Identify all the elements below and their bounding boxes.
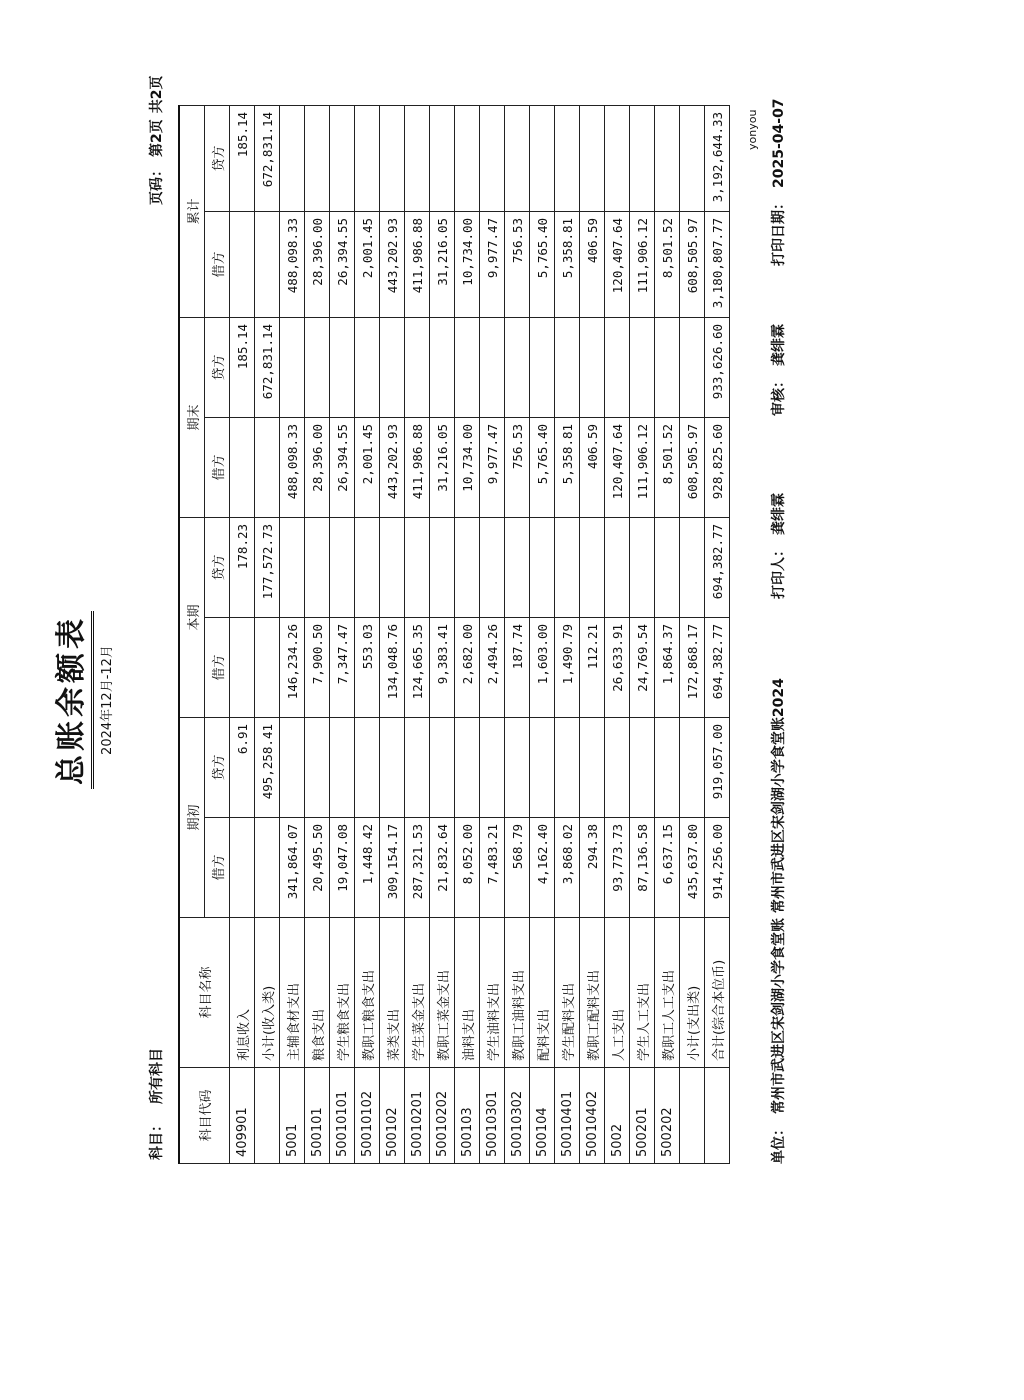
closing-debit-cell: 31,216.05 — [430, 417, 455, 517]
account-code-cell: 500102 — [380, 1068, 405, 1164]
current-debit-cell: 7,347.47 — [330, 617, 355, 717]
table-row — [505, 105, 530, 1163]
cumulative-credit-cell — [430, 105, 455, 211]
opening-debit-cell: 3,868.02 — [555, 818, 580, 918]
current-debit-cell: 7,900.50 — [305, 617, 330, 717]
table-row — [580, 105, 605, 1163]
current-debit-cell: 1,603.00 — [530, 617, 555, 717]
unit-label: 单位： — [771, 1122, 787, 1164]
opening-credit-cell — [680, 717, 705, 817]
current-debit-cell: 2,682.00 — [455, 617, 480, 717]
account-name-cell: 教职工菜金支出 — [430, 918, 455, 1068]
account-code-cell: 50010301 — [480, 1068, 505, 1164]
page-current: 第2页 — [149, 119, 165, 157]
account-name-cell: 学生人工支出 — [630, 918, 655, 1068]
opening-debit-cell: 309,154.17 — [380, 818, 405, 918]
current-debit-cell: 134,048.76 — [380, 617, 405, 717]
table-body — [230, 105, 730, 1163]
table-row — [280, 105, 305, 1163]
cumulative-credit-cell — [630, 105, 655, 211]
current-credit-cell — [455, 517, 480, 617]
cumulative-credit-cell: 672,831.14 — [255, 105, 280, 211]
closing-credit-cell — [530, 317, 555, 417]
opening-credit-cell — [355, 717, 380, 817]
opening-credit-cell: 6.91 — [230, 717, 255, 817]
unit-value: 常州市武进区宋剑湖小学食堂账 常州市武进区宋剑湖小学食堂账2024 — [771, 678, 787, 1114]
opening-debit-cell: 7,483.21 — [480, 818, 505, 918]
account-code-cell: 500103 — [455, 1068, 480, 1164]
opening-debit-cell: 21,832.64 — [430, 818, 455, 918]
current-debit-cell — [255, 617, 280, 717]
current-credit-cell: 177,572.73 — [255, 517, 280, 617]
cumulative-debit-cell — [255, 211, 280, 317]
opening-credit-cell — [430, 717, 455, 817]
opening-credit-cell — [380, 717, 405, 817]
table-row — [405, 105, 430, 1163]
closing-debit-cell: 411,986.88 — [405, 417, 430, 517]
subject-filter — [146, 1048, 166, 1160]
current-credit-cell: 694,382.77 — [705, 517, 730, 617]
opening-debit-cell: 4,162.40 — [530, 818, 555, 918]
footer-auditor — [768, 324, 788, 416]
cumulative-credit-cell — [480, 105, 505, 211]
opening-debit-cell: 93,773.73 — [605, 818, 630, 918]
opening-credit-cell — [480, 717, 505, 817]
table-row — [230, 105, 255, 1163]
table-row — [705, 105, 730, 1163]
closing-debit-cell: 5,765.40 — [530, 417, 555, 517]
table-row — [630, 105, 655, 1163]
cumulative-debit-cell: 8,501.52 — [655, 211, 680, 317]
closing-debit-cell: 443,202.93 — [380, 417, 405, 517]
account-code-cell: 500201 — [630, 1068, 655, 1164]
account-code-cell — [255, 1068, 280, 1164]
subject-label: 科目： — [149, 1118, 165, 1160]
report-period: 2024年12月-12月 — [100, 645, 115, 755]
closing-debit-cell: 8,501.52 — [655, 417, 680, 517]
opening-debit-cell — [230, 818, 255, 918]
current-credit-cell — [280, 517, 305, 617]
current-debit-cell: 26,633.91 — [605, 617, 630, 717]
closing-credit-cell — [555, 317, 580, 417]
closing-debit-cell: 9,977.47 — [480, 417, 505, 517]
current-debit-cell: 2,494.26 — [480, 617, 505, 717]
current-credit-cell — [655, 517, 680, 617]
page-total: 共2页 — [149, 75, 165, 114]
footer-unit — [768, 678, 788, 1164]
cumulative-debit-cell: 26,394.55 — [330, 211, 355, 317]
printer-value: 龚绯霖 — [771, 493, 787, 535]
closing-debit-cell: 26,394.55 — [330, 417, 355, 517]
current-debit-cell: 112.21 — [580, 617, 605, 717]
current-debit-cell: 9,383.41 — [430, 617, 455, 717]
opening-credit-cell — [605, 717, 630, 817]
cumulative-credit-cell — [530, 105, 555, 211]
closing-credit-cell — [355, 317, 380, 417]
cumulative-credit-cell — [305, 105, 330, 211]
account-name-cell: 学生粮食支出 — [330, 918, 355, 1068]
opening-credit-cell — [555, 717, 580, 817]
header-closing: 期末 — [179, 317, 205, 517]
account-name-cell: 粮食支出 — [305, 918, 330, 1068]
closing-debit-cell — [230, 417, 255, 517]
opening-debit-cell: 294.38 — [580, 818, 605, 918]
closing-credit-cell: 185.14 — [230, 317, 255, 417]
cumulative-debit-cell: 443,202.93 — [380, 211, 405, 317]
auditor-label: 审核： — [771, 374, 787, 416]
cumulative-credit-cell: 185.14 — [230, 105, 255, 211]
cumulative-debit-cell: 31,216.05 — [430, 211, 455, 317]
current-credit-cell — [680, 517, 705, 617]
report-title: 总账余额表 — [46, 0, 90, 1400]
account-name-cell: 合计(综合本位币) — [705, 918, 730, 1068]
closing-credit-cell — [630, 317, 655, 417]
current-credit-cell — [630, 517, 655, 617]
current-debit-cell: 24,769.54 — [630, 617, 655, 717]
account-code-cell: 50010201 — [405, 1068, 430, 1164]
account-name-cell: 学生油料支出 — [480, 918, 505, 1068]
cumulative-debit-cell: 5,358.81 — [555, 211, 580, 317]
opening-credit-cell: 495,258.41 — [255, 717, 280, 817]
account-name-cell: 利息收入 — [230, 918, 255, 1068]
opening-debit-cell: 341,864.07 — [280, 818, 305, 918]
closing-credit-cell — [305, 317, 330, 417]
closing-credit-cell — [580, 317, 605, 417]
current-debit-cell: 1,864.37 — [655, 617, 680, 717]
cumulative-credit-cell — [280, 105, 305, 211]
cumulative-credit-cell: 3,192,644.33 — [705, 105, 730, 211]
cumulative-credit-cell — [555, 105, 580, 211]
closing-credit-cell — [455, 317, 480, 417]
account-code-cell: 50010402 — [580, 1068, 605, 1164]
table-row — [480, 105, 505, 1163]
printer-label: 打印人： — [771, 543, 787, 599]
table-row — [305, 105, 330, 1163]
header-credit: 贷方 — [205, 105, 230, 211]
opening-debit-cell: 87,136.58 — [630, 818, 655, 918]
opening-credit-cell — [330, 717, 355, 817]
closing-credit-cell — [505, 317, 530, 417]
cumulative-debit-cell: 406.59 — [580, 211, 605, 317]
account-name-cell: 教职工粮食支出 — [355, 918, 380, 1068]
account-code-cell: 500104 — [530, 1068, 555, 1164]
closing-credit-cell — [480, 317, 505, 417]
opening-credit-cell — [505, 717, 530, 817]
header-debit: 借方 — [205, 417, 230, 517]
table-row — [355, 105, 380, 1163]
account-name-cell: 油料支出 — [455, 918, 480, 1068]
table-row — [380, 105, 405, 1163]
header-debit: 借方 — [205, 617, 230, 717]
current-credit-cell — [580, 517, 605, 617]
subject-value: 所有科目 — [149, 1048, 165, 1104]
footer-print-date — [768, 98, 788, 266]
account-code-cell: 50010101 — [330, 1068, 355, 1164]
table-row — [680, 105, 705, 1163]
cumulative-debit-cell: 111,906.12 — [630, 211, 655, 317]
cumulative-debit-cell: 756.53 — [505, 211, 530, 317]
cumulative-debit-cell: 10,734.00 — [455, 211, 480, 317]
cumulative-credit-cell — [655, 105, 680, 211]
current-credit-cell — [430, 517, 455, 617]
closing-debit-cell: 10,734.00 — [455, 417, 480, 517]
opening-debit-cell: 8,052.00 — [455, 818, 480, 918]
header-code: 科目代码 — [179, 1068, 230, 1164]
table-row — [330, 105, 355, 1163]
opening-credit-cell: 919,057.00 — [705, 717, 730, 817]
cumulative-credit-cell — [380, 105, 405, 211]
cumulative-debit-cell: 3,180,807.77 — [705, 211, 730, 317]
account-name-cell: 菜类支出 — [380, 918, 405, 1068]
balance-table — [178, 105, 730, 1164]
current-debit-cell — [230, 617, 255, 717]
table-row — [655, 105, 680, 1163]
opening-debit-cell: 287,321.53 — [405, 818, 430, 918]
closing-debit-cell — [255, 417, 280, 517]
closing-credit-cell — [430, 317, 455, 417]
header-name: 科目名称 — [179, 918, 230, 1068]
current-debit-cell: 172,868.17 — [680, 617, 705, 717]
current-debit-cell: 187.74 — [505, 617, 530, 717]
current-credit-cell — [480, 517, 505, 617]
opening-credit-cell — [280, 717, 305, 817]
opening-credit-cell — [455, 717, 480, 817]
current-debit-cell: 146,234.26 — [280, 617, 305, 717]
auditor-value: 龚绯霖 — [771, 324, 787, 366]
header-opening: 期初 — [179, 717, 205, 917]
account-name-cell: 人工支出 — [605, 918, 630, 1068]
closing-debit-cell: 928,825.60 — [705, 417, 730, 517]
header-credit: 贷方 — [205, 317, 230, 417]
account-name-cell: 教职工人工支出 — [655, 918, 680, 1068]
opening-debit-cell — [255, 818, 280, 918]
closing-debit-cell: 608,505.97 — [680, 417, 705, 517]
current-debit-cell: 553.03 — [355, 617, 380, 717]
cumulative-debit-cell: 28,396.00 — [305, 211, 330, 317]
print-date-label: 打印日期： — [771, 196, 787, 266]
cumulative-credit-cell — [505, 105, 530, 211]
current-credit-cell — [380, 517, 405, 617]
opening-debit-cell: 568.79 — [505, 818, 530, 918]
current-credit-cell — [505, 517, 530, 617]
table-row — [255, 105, 280, 1163]
account-name-cell: 学生配料支出 — [555, 918, 580, 1068]
current-credit-cell — [530, 517, 555, 617]
footer-printer — [768, 493, 788, 599]
account-name-cell: 主辅食材支出 — [280, 918, 305, 1068]
cumulative-credit-cell — [405, 105, 430, 211]
closing-credit-cell — [680, 317, 705, 417]
closing-credit-cell — [655, 317, 680, 417]
closing-credit-cell — [380, 317, 405, 417]
current-credit-cell — [305, 517, 330, 617]
cumulative-debit-cell: 9,977.47 — [480, 211, 505, 317]
cumulative-debit-cell: 411,986.88 — [405, 211, 430, 317]
account-code-cell: 500101 — [305, 1068, 330, 1164]
current-credit-cell — [355, 517, 380, 617]
opening-credit-cell — [630, 717, 655, 817]
account-code-cell: 500202 — [655, 1068, 680, 1164]
cumulative-debit-cell — [230, 211, 255, 317]
cumulative-credit-cell — [680, 105, 705, 211]
cumulative-debit-cell: 608,505.97 — [680, 211, 705, 317]
account-name-cell: 配料支出 — [530, 918, 555, 1068]
cumulative-debit-cell: 5,765.40 — [530, 211, 555, 317]
closing-credit-cell — [330, 317, 355, 417]
table-row — [605, 105, 630, 1163]
account-name-cell: 学生菜金支出 — [405, 918, 430, 1068]
cumulative-credit-cell — [605, 105, 630, 211]
header-cumulative: 累计 — [179, 105, 205, 317]
table-row — [555, 105, 580, 1163]
header-debit: 借方 — [205, 818, 230, 918]
opening-debit-cell: 19,047.08 — [330, 818, 355, 918]
opening-debit-cell: 1,448.42 — [355, 818, 380, 918]
account-code-cell: 5001 — [280, 1068, 305, 1164]
closing-debit-cell: 28,396.00 — [305, 417, 330, 517]
current-credit-cell — [605, 517, 630, 617]
current-credit-cell — [555, 517, 580, 617]
current-credit-cell — [330, 517, 355, 617]
cumulative-credit-cell — [355, 105, 380, 211]
cumulative-debit-cell: 488,098.33 — [280, 211, 305, 317]
account-code-cell: 409901 — [230, 1068, 255, 1164]
page-info — [146, 76, 166, 206]
cumulative-debit-cell: 2,001.45 — [355, 211, 380, 317]
header-current: 本期 — [179, 517, 205, 717]
closing-debit-cell: 120,407.64 — [605, 417, 630, 517]
opening-credit-cell — [580, 717, 605, 817]
closing-credit-cell — [405, 317, 430, 417]
account-code-cell: 50010202 — [430, 1068, 455, 1164]
account-name-cell: 小计(支出类) — [680, 918, 705, 1068]
closing-credit-cell — [280, 317, 305, 417]
closing-credit-cell: 933,626.60 — [705, 317, 730, 417]
opening-debit-cell: 20,495.50 — [305, 818, 330, 918]
cumulative-debit-cell: 120,407.64 — [605, 211, 630, 317]
table-row — [455, 105, 480, 1163]
current-debit-cell: 694,382.77 — [705, 617, 730, 717]
opening-credit-cell — [305, 717, 330, 817]
brand-mark: yonyou — [746, 109, 759, 150]
current-debit-cell: 1,490.79 — [555, 617, 580, 717]
page-code-label: 页码： — [149, 163, 165, 205]
account-code-cell: 50010102 — [355, 1068, 380, 1164]
table-row — [430, 105, 455, 1163]
header-credit: 贷方 — [205, 717, 230, 817]
account-code-cell — [705, 1068, 730, 1164]
print-date-value: 2025-04-07 — [771, 98, 787, 188]
account-name-cell: 小计(收入类) — [255, 918, 280, 1068]
account-code-cell — [680, 1068, 705, 1164]
table-row — [530, 105, 555, 1163]
cumulative-credit-cell — [330, 105, 355, 211]
closing-debit-cell: 111,906.12 — [630, 417, 655, 517]
cumulative-credit-cell — [580, 105, 605, 211]
closing-debit-cell: 2,001.45 — [355, 417, 380, 517]
closing-credit-cell: 672,831.14 — [255, 317, 280, 417]
account-name-cell: 教职工配料支出 — [580, 918, 605, 1068]
opening-credit-cell — [655, 717, 680, 817]
closing-debit-cell: 406.59 — [580, 417, 605, 517]
current-credit-cell: 178.23 — [230, 517, 255, 617]
opening-debit-cell: 6,637.15 — [655, 818, 680, 918]
current-credit-cell — [405, 517, 430, 617]
header-credit: 贷方 — [205, 517, 230, 617]
account-name-cell: 教职工油料支出 — [505, 918, 530, 1068]
closing-debit-cell: 756.53 — [505, 417, 530, 517]
closing-debit-cell: 488,098.33 — [280, 417, 305, 517]
opening-credit-cell — [530, 717, 555, 817]
account-code-cell: 5002 — [605, 1068, 630, 1164]
header-debit: 借方 — [205, 211, 230, 317]
account-code-cell: 50010302 — [505, 1068, 530, 1164]
opening-debit-cell: 914,256.00 — [705, 818, 730, 918]
closing-credit-cell — [605, 317, 630, 417]
cumulative-credit-cell — [455, 105, 480, 211]
closing-debit-cell: 5,358.81 — [555, 417, 580, 517]
opening-credit-cell — [405, 717, 430, 817]
opening-debit-cell: 435,637.80 — [680, 818, 705, 918]
current-debit-cell: 124,665.35 — [405, 617, 430, 717]
account-code-cell: 50010401 — [555, 1068, 580, 1164]
